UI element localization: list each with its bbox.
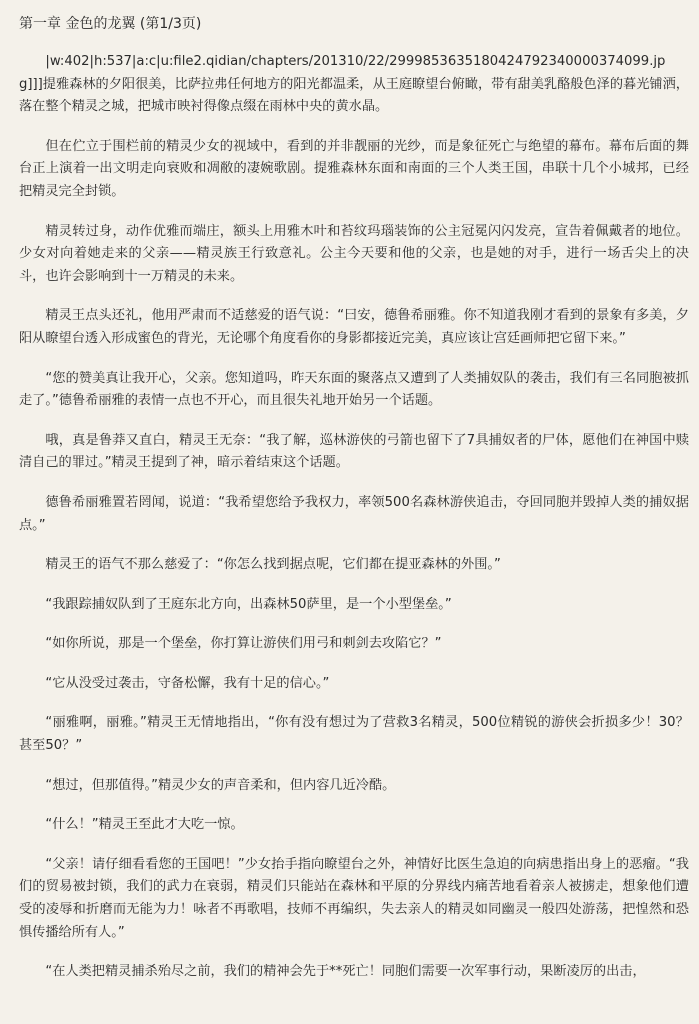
paragraph: “它从没受过袭击，守备松懈，我有十足的信心。” [45,675,330,691]
paragraph: 但在伫立于围栏前的精灵少女的视域中，看到的并非靓丽的光纱，而是象征死亡与绝望的幕布。幕布后面的舞台正上演着一出文明走向衰败和凋敝的凄婉歌剧。提雅森林东面和南面的三个人类王国，串联十几个小城邦，已经把精灵完全封锁。 [19,138,689,199]
paragraph: “如你所说，那是一个堡垒，你打算让游侠们用弓和刺剑去攻陷它？” [45,636,442,652]
paragraph: 德鲁希丽雅置若罔闻，说道：“我希望您给予我权力，率领500名森林游侠追击，夺回同胞并毁掉人类的捕奴据点。” [19,494,689,533]
paragraph: “什么！”精灵王至此才大吃一惊。 [45,817,244,833]
paragraph: “丽雅啊，丽雅。”精灵王无情地指出，“你有没有想过为了营救3名精灵，500位精锐的游侠会折损多少！30？甚至50？” [19,715,689,754]
paragraph: 精灵王的语气不那么慈爱了：“你怎么找到据点呢，它们都在提亚森林的外围。” [45,557,501,573]
paragraph: “想过，但那值得。”精灵少女的声音柔和，但内容几近冷酷。 [45,777,396,793]
paragraph: “我跟踪捕奴队到了王庭东北方向，出森林50萨里，是一个小型堡垒。” [45,596,452,612]
paragraph: 精灵转过身，动作优雅而端庄，额头上用雅木叶和苔纹玛瑙装饰的公主冠冕闪闪发亮，宣告着佩戴者的地位。少女对向着她走来的父亲——精灵族王行致意礼。公主今天要和他的父亲，也是她的对手，进行一场舌尖上的决斗，也许会影响到十一万精灵的未来。 [19,223,689,284]
paragraph: “父亲！请仔细看看您的王国吧！”少女抬手指向瞭望台之外，神情好比医生急迫的向病患指出身上的恶瘤。“我们的贸易被封锁，我们的武力在衰弱，精灵们只能站在森林和平原的分界线内痛苦地看着亲人被掳走，想象他们遭受的凌辱和折磨而无能为力！咏者不再歌唱，技师不再编织，失去亲人的精灵如同幽灵一般四处游荡，把惶然和恐惧传播给所有人。” [19,856,689,940]
paragraph: 哦，真是鲁莽又直白，精灵王无奈：“我了解，巡林游侠的弓箭也留下了7具捕奴者的尸体，愿他们在神国中赎清自己的罪过。”精灵王提到了神，暗示着结束这个话题。 [19,432,689,471]
paragraph: “您的赞美真让我开心，父亲。您知道吗，昨天东面的聚落点又遭到了人类捕奴队的袭击，我们有三名同胞被抓走了。”德鲁希丽雅的表情一点也不开心，而且很失礼地开始另一个话题。 [19,370,689,409]
paragraph: 精灵王点头还礼，他用严肃而不适慈爱的语气说：“曰安，德鲁希丽雅。你不知道我刚才看到的景象有多美，夕阳从瞭望台透入形成蜜色的背光，无论哪个角度看你的身影都接近完美，真应该让宫廷画师把它留下来。” [19,308,689,346]
paragraph: “在人类把精灵捕杀殆尽之前，我们的精神会先于**死亡！同胞们需要一次军事行动，果断凌厉的出击， [45,964,646,980]
paragraph: |w:402|h:537|a:c|u:file2.qidian/chapters/201310/22/2999853635180424792340000374099.jpg]]]提雅森林的夕阳很美，比萨拉弗任何地方的阳光都温柔，从王庭瞭望台俯瞰，带有甜美乳酪般色泽的暮光铺洒，落在整个精灵之城，把城市映衬得像点缀在雨林中央的黄水晶。 [19,54,689,115]
chapter-title: 第一章 金色的龙翼 (第1/3页) [19,16,202,32]
